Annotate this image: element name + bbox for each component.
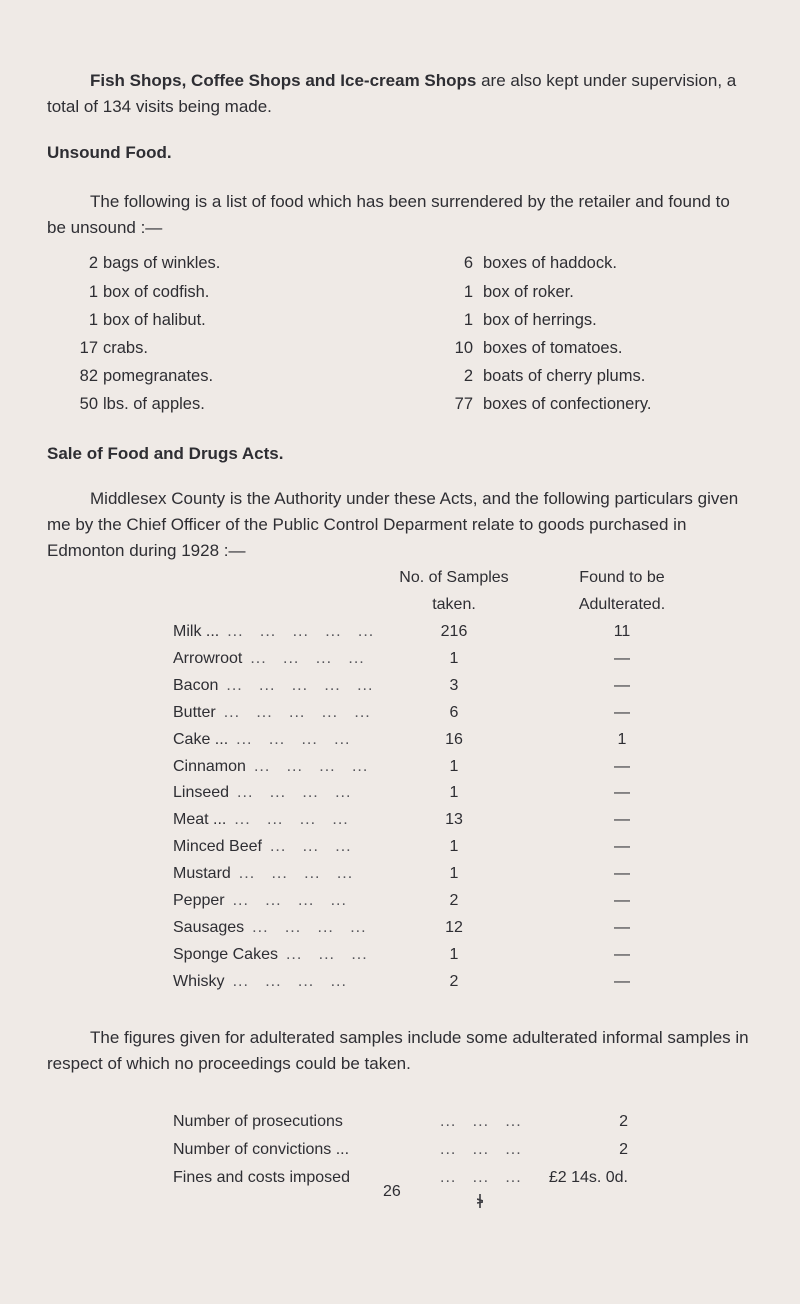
intro-text: are also kept under supervision, a total of 134 visits being made. (47, 71, 737, 116)
summary-value: £2 14s. 0d. (548, 1169, 628, 1186)
row-label: Meat ... (173, 811, 227, 829)
dot-leader: ... ... ... ... (252, 918, 367, 936)
adulterated-value: — (614, 811, 630, 829)
adulterated-value: — (614, 676, 630, 694)
adulterated-value: — (614, 945, 630, 963)
dot-leader: ... ... ... ... (253, 757, 369, 775)
adulterated-value: 1 (617, 730, 627, 748)
adulterated-value: — (614, 649, 630, 667)
samples-taken-value: 2 (449, 892, 459, 909)
dot-leader: ... ... ... ... (237, 784, 352, 802)
table-row (0, 919, 800, 945)
row-label: Cake ... (173, 730, 229, 748)
adulterated-value: — (614, 757, 630, 775)
summary-value: 2 (619, 1141, 628, 1158)
row-label: Mustard (173, 865, 231, 883)
adulterated-value: — (614, 892, 630, 909)
table-row (0, 623, 800, 649)
row-label: Minced Beef (173, 838, 262, 856)
dot-leader: ... ... ... ... (250, 649, 365, 667)
table-row (0, 865, 800, 891)
adulterated-value: — (614, 865, 630, 883)
dot-leader: ... ... ... ... ... (226, 676, 374, 694)
dot-leader: ... ... ... (440, 1141, 522, 1158)
row-label: Arrowroot (173, 649, 243, 667)
intro-paragraph (47, 68, 752, 120)
table-row (0, 704, 800, 730)
samples-taken-value: 13 (445, 811, 463, 829)
row-label: Sausages (173, 918, 245, 936)
column-header-samples: No. of Samples taken. (399, 569, 509, 613)
table-row (0, 892, 800, 918)
column-header-adulterated: Found to be Adulterated. (578, 569, 666, 613)
summary-value: 2 (619, 1113, 628, 1130)
ink-mark-icon (477, 1194, 483, 1208)
samples-taken-value: 1 (449, 649, 459, 667)
table-row (0, 946, 800, 972)
dot-leader: ... ... ... ... (236, 730, 351, 748)
adulterated-value: — (614, 972, 630, 990)
samples-taken-value: 12 (445, 918, 463, 936)
table-row (0, 784, 800, 810)
row-label: Cinnamon (173, 757, 246, 775)
adulterated-value: — (614, 838, 630, 856)
dot-leader: ... ... ... (285, 945, 368, 963)
table-row (0, 838, 800, 864)
adulterated-value: — (614, 784, 630, 802)
table-row (0, 650, 800, 676)
dot-leader: ... ... ... (440, 1113, 522, 1130)
row-label: Sponge Cakes (173, 945, 278, 963)
summary-label: Number of prosecutions (173, 1113, 343, 1130)
dot-leader: ... ... ... ... ... (223, 703, 371, 721)
unsound-food-heading: Unsound Food. (47, 143, 172, 162)
row-label: Milk ... (173, 623, 220, 640)
dot-leader: ... ... ... ... (232, 892, 347, 909)
dot-leader: ... ... ... (440, 1169, 522, 1186)
table-row (0, 758, 800, 784)
row-label: Linseed (173, 784, 230, 802)
dot-leader: ... ... ... ... (234, 811, 349, 829)
table-row (0, 973, 800, 999)
samples-taken-value: 6 (449, 703, 459, 721)
adulterated-note: The figures given for adulterated samples include some adulterated informal samples in respect of which no proceedings could be taken. (47, 1028, 749, 1073)
row-label: Pepper (173, 892, 225, 909)
table-row (0, 811, 800, 837)
row-label: Bacon (173, 676, 219, 694)
page-number: 26 (383, 1183, 401, 1200)
samples-taken-value: 1 (449, 784, 459, 802)
row-label: Butter (173, 703, 216, 721)
sale-of-food-intro: Middlesex County is the Authority under these Acts, and the following particulars given me by the Chief Officer of the Public Control Deparment relate to goods purchased in Edmonton during 1928 :— (47, 489, 739, 560)
row-label: Whisky (173, 972, 225, 990)
document-page: Fish Shops, Coffee Shops and Ice-cream Shops are also kept under supervision, a total of 134 visits being made. Unsound Food. The following is a list of food which has been surrendered by the retailer and found to be unsound :— 2 bags of winkles. 1 box of codfish. 1 box of halibut. 17 crabs. 82 pomegranates. 50 lbs. of apples. 6 boxes of haddock. 1 box of roker. 1 box of herrings. 10 boxes of tomatoes. 2 boats of cherry plums. 77 boxes of confectionery. Sale of Food and Drugs Acts. Middlesex County is the Authority under these Acts, and the following particulars given me by the Chief Officer of the Public Control Deparment relate to goods purchased in Edmonton during 1928 :— No. of Samples taken. Found to be Adulterated. Milk ... 216 11 ... ... ... ... ... Arrowroot 1 — ... ... ... ... Bacon 3 — ... ... ... ... ... Butter 6 — ... ... ... ... ... Cake ... 16 1 ... ... ... ... Cinnamon 1 — ... ... ... ... Linseed 1 — ... ... ... ... Meat ... 13 — ... ... ... ... Minced Beef 1 — ... ... ... Mustard 1 — ... ... ... ... Pepper 2 — ... ... ... ... Sausages 12 — ... ... ... ... Sponge Cakes 1 — ... ... ... Whisky 2 — ... ... ... ... The figures given for adulterated samples include some adulterated informal samples in respect of which no proceedings could be taken. Number of prosecutions 2 ... ... ... Number of convictions ... 2 ... ... ... Fines and costs imposed £2 14s. 0d. ... ... ... 26 (0, 0, 800, 1304)
samples-taken-value: 1 (449, 757, 459, 775)
dot-leader: ... ... ... ... (232, 972, 347, 990)
unsound-food-intro: The following is a list of food which has been surrendered by the retailer and found to be unsound :— (47, 192, 730, 237)
dot-leader: ... ... ... (269, 838, 352, 856)
dot-leader: ... ... ... ... ... (227, 623, 375, 640)
dot-leader: ... ... ... ... (238, 865, 354, 883)
samples-taken-value: 3 (449, 676, 459, 694)
sale-of-food-heading: Sale of Food and Drugs Acts. (47, 444, 284, 463)
adulterated-value: — (614, 918, 630, 936)
samples-taken-value: 1 (449, 865, 459, 883)
samples-taken-value: 216 (440, 623, 468, 640)
table-row (0, 677, 800, 703)
adulterated-value: — (614, 703, 630, 721)
samples-taken-value: 1 (449, 945, 459, 963)
adulterated-value: 11 (613, 623, 631, 640)
summary-label: Fines and costs imposed (173, 1169, 350, 1186)
table-row (0, 731, 800, 757)
intro-lead: Fish Shops, Coffee Shops and Ice-cream Shops (90, 71, 477, 90)
samples-taken-value: 1 (449, 838, 459, 856)
samples-taken-value: 2 (449, 972, 459, 990)
samples-taken-value: 16 (445, 730, 463, 748)
summary-label: Number of convictions ... (173, 1141, 350, 1158)
